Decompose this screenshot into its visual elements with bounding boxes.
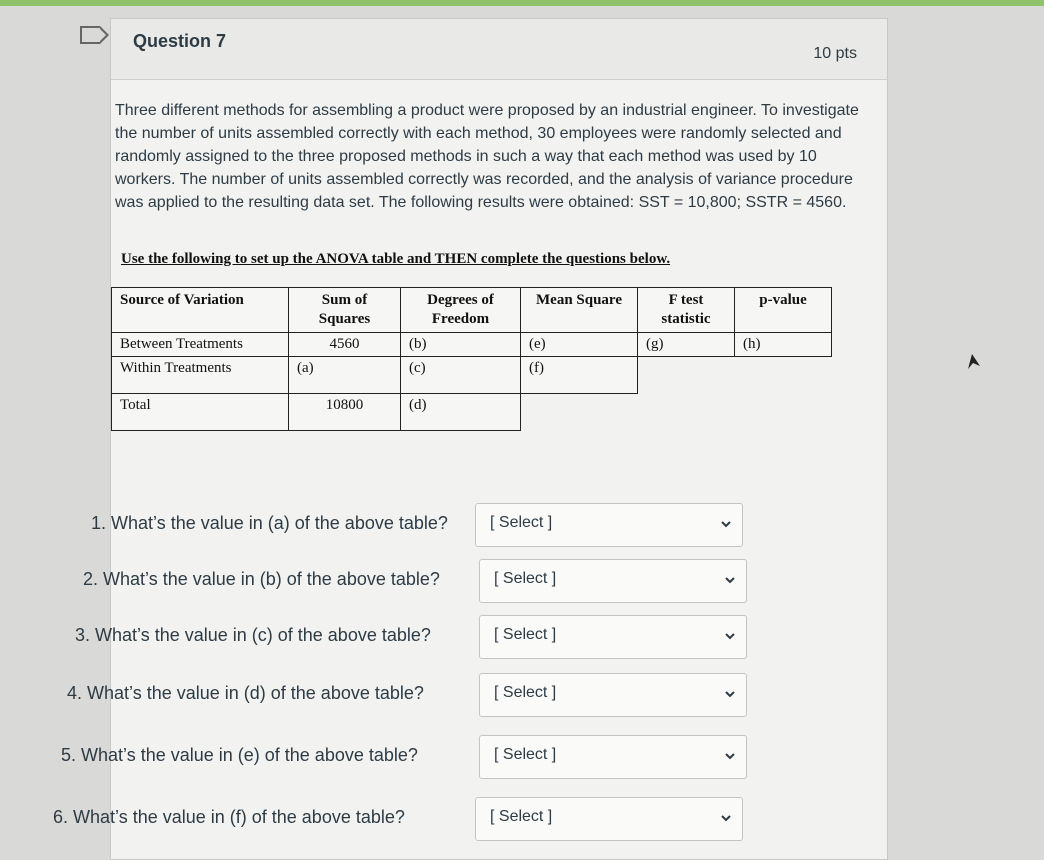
select-placeholder: [ Select ] [494,684,557,701]
list-item [51,559,771,603]
table-row [112,394,832,431]
subquestion-text: 3. What’s the value in (c) of the above table? [75,625,431,645]
answer-select-c[interactable] [479,615,747,659]
list-item [51,797,771,841]
chevron-down-icon [724,688,736,700]
question-title: Question 7 [133,31,227,51]
header-ms: Mean Square [521,288,638,333]
question-card [53,18,888,860]
anova-table [111,287,832,431]
subquestion-text: 2. What’s the value in (b) of the above table? [83,569,440,589]
subquestion-text: 5. What’s the value in (e) of the above table? [61,745,418,765]
table-row [112,333,832,357]
row-ms: (e) [521,333,638,357]
answer-select-d[interactable] [479,673,747,717]
list-item [51,615,771,659]
chevron-down-icon [724,750,736,762]
header-source: Source of Variation [112,288,289,333]
empty-cell [638,357,735,394]
chevron-down-icon [720,812,732,824]
instruction-text: Use the following to set up the ANOVA table and THEN complete the questions below. [121,251,671,267]
question-prompt: Three different methods for assembling a product were proposed by an industrial engineer. To investigate the number of units assembled correctly with each method, 30 employees were randomly selected and randomly assigned to the three proposed methods in such a way that each method was used by 10 workers. The number of units assembled correctly was recorded, and the analysis of variance procedure was applied to the resulting data set. The following results were obtained: SST = 10,800; SSTR = 4560. [115,102,859,211]
subquestion-text: 6. What’s the value in (f) of the above table? [53,807,405,827]
chevron-down-icon [724,574,736,586]
question-points: 10 pts [813,45,857,62]
row-ss: 4560 [289,333,401,357]
chevron-down-icon [720,518,732,530]
empty-cell [735,357,832,394]
row-ms: (f) [521,357,638,394]
answer-select-f[interactable] [475,797,743,841]
subquestion-text: 1. What’s the value in (a) of the above table? [91,513,448,533]
list-item [51,735,771,779]
answer-select-b[interactable] [479,559,747,603]
select-placeholder: [ Select ] [490,514,553,531]
select-placeholder: [ Select ] [490,808,553,825]
answer-select-a[interactable] [475,503,743,547]
table-row [112,357,832,394]
top-accent-bar [0,0,1044,6]
flag-icon[interactable] [80,26,100,44]
header-df: Degrees of Freedom [401,288,521,333]
question-header [111,19,887,80]
list-item [51,673,771,717]
answer-select-e[interactable] [479,735,747,779]
empty-cell [521,394,638,431]
table-header-row [112,288,832,333]
row-ss: 10800 [289,394,401,431]
subquestion-text: 4. What’s the value in (d) of the above table? [67,683,424,703]
row-p: (h) [735,333,832,357]
row-source: Between Treatments [112,333,289,357]
empty-cell [638,394,735,431]
row-f: (g) [638,333,735,357]
row-source: Within Treatments [112,357,289,394]
list-item [51,503,771,547]
header-f: F test statistic [638,288,735,333]
header-p: p-value [735,288,832,333]
row-ss: (a) [289,357,401,394]
select-placeholder: [ Select ] [494,626,557,643]
select-placeholder: [ Select ] [494,746,557,763]
row-df: (c) [401,357,521,394]
empty-cell [735,394,832,431]
row-df: (d) [401,394,521,431]
row-source: Total [112,394,289,431]
cursor-icon [962,352,982,372]
chevron-down-icon [724,630,736,642]
select-placeholder: [ Select ] [494,570,557,587]
header-ss: Sum of Squares [289,288,401,333]
row-df: (b) [401,333,521,357]
